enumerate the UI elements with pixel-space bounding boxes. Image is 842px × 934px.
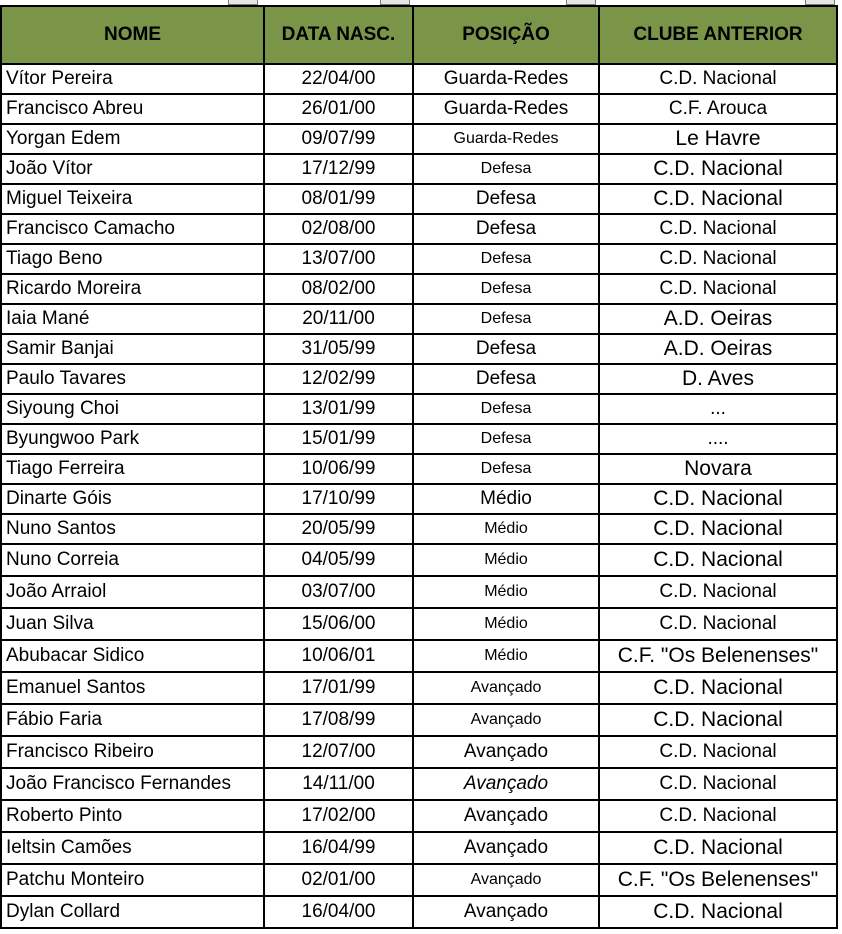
cell-nome[interactable]: Byungwoo Park (1, 424, 264, 454)
table-row (1, 304, 837, 334)
table-row (1, 704, 837, 736)
cell-posicao[interactable]: Avançado (413, 768, 599, 800)
cell-nome[interactable]: Paulo Tavares (1, 364, 264, 394)
players-table (0, 5, 838, 929)
table-row (1, 544, 837, 576)
cell-posicao[interactable]: Avançado (413, 736, 599, 768)
cell-posicao[interactable]: Avançado (413, 704, 599, 736)
cell-data-nasc[interactable]: 10/06/99 (264, 454, 413, 484)
cell-nome[interactable]: João Arraiol (1, 576, 264, 608)
header-nome[interactable]: NOME (1, 6, 264, 64)
cell-data-nasc[interactable]: 20/11/00 (264, 304, 413, 334)
cell-data-nasc[interactable]: 17/10/99 (264, 484, 413, 514)
cell-data-nasc[interactable]: 17/02/00 (264, 800, 413, 832)
header-data-nasc[interactable]: DATA NASC. (264, 6, 413, 64)
cell-clube-anterior[interactable]: C.D. Nacional (599, 672, 837, 704)
cell-data-nasc[interactable]: 26/01/00 (264, 94, 413, 124)
cell-posicao[interactable]: Avançado (413, 896, 599, 928)
cell-clube-anterior[interactable]: Le Havre (599, 124, 837, 154)
table-row (1, 124, 837, 154)
cell-posicao[interactable]: Médio (413, 608, 599, 640)
cell-clube-anterior[interactable]: ... (599, 394, 837, 424)
cell-data-nasc[interactable]: 12/07/00 (264, 736, 413, 768)
header-row (1, 6, 837, 64)
cell-posicao[interactable]: Defesa (413, 244, 599, 274)
table-row (1, 184, 837, 214)
cell-clube-anterior[interactable]: C.D. Nacional (599, 484, 837, 514)
cell-nome[interactable]: Tiago Beno (1, 244, 264, 274)
table-row (1, 214, 837, 244)
cell-nome[interactable]: Siyoung Choi (1, 394, 264, 424)
cell-data-nasc[interactable]: 17/12/99 (264, 154, 413, 184)
cell-nome[interactable]: João Francisco Fernandes (1, 768, 264, 800)
cell-nome[interactable]: Nuno Correia (1, 544, 264, 576)
cell-nome[interactable]: Emanuel Santos (1, 672, 264, 704)
table-row (1, 154, 837, 184)
cell-clube-anterior[interactable]: C.D. Nacional (599, 244, 837, 274)
cell-posicao[interactable]: Defesa (413, 274, 599, 304)
cell-data-nasc[interactable]: 22/04/00 (264, 64, 413, 94)
cell-clube-anterior[interactable]: A.D. Oeiras (599, 304, 837, 334)
cell-clube-anterior[interactable]: C.D. Nacional (599, 800, 837, 832)
cell-data-nasc[interactable]: 12/02/99 (264, 364, 413, 394)
cell-clube-anterior[interactable]: .... (599, 424, 837, 454)
table-row (1, 896, 837, 928)
cell-nome[interactable]: Roberto Pinto (1, 800, 264, 832)
cell-clube-anterior[interactable]: C.D. Nacional (599, 64, 837, 94)
cell-data-nasc[interactable]: 16/04/00 (264, 896, 413, 928)
cell-posicao[interactable]: Defesa (413, 364, 599, 394)
cell-data-nasc[interactable]: 31/05/99 (264, 334, 413, 364)
cell-nome[interactable]: Fábio Faria (1, 704, 264, 736)
cell-posicao[interactable]: Defesa (413, 454, 599, 484)
cell-nome[interactable]: Yorgan Edem (1, 124, 264, 154)
cell-clube-anterior[interactable]: C.D. Nacional (599, 274, 837, 304)
cell-posicao[interactable]: Defesa (413, 304, 599, 334)
cell-posicao[interactable]: Guarda-Redes (413, 64, 599, 94)
cell-nome[interactable]: Ieltsin Camões (1, 832, 264, 864)
cell-nome[interactable]: Abubacar Sidico (1, 640, 264, 672)
cell-posicao[interactable]: Defesa (413, 334, 599, 364)
table-row (1, 364, 837, 394)
cell-clube-anterior[interactable]: C.D. Nacional (599, 704, 837, 736)
cell-clube-anterior[interactable]: C.D. Nacional (599, 576, 837, 608)
cell-nome[interactable]: Francisco Abreu (1, 94, 264, 124)
table-row (1, 484, 837, 514)
table-row (1, 274, 837, 304)
cell-posicao[interactable]: Defesa (413, 424, 599, 454)
cell-nome[interactable]: Patchu Monteiro (1, 864, 264, 896)
cell-posicao[interactable]: Médio (413, 544, 599, 576)
cell-clube-anterior[interactable]: C.D. Nacional (599, 214, 837, 244)
cell-posicao[interactable]: Médio (413, 484, 599, 514)
cell-data-nasc[interactable]: 10/06/01 (264, 640, 413, 672)
table-row (1, 768, 837, 800)
cell-posicao[interactable]: Médio (413, 576, 599, 608)
table-row (1, 576, 837, 608)
cell-data-nasc[interactable]: 09/07/99 (264, 124, 413, 154)
cell-posicao[interactable]: Avançado (413, 672, 599, 704)
table-row (1, 514, 837, 544)
cell-data-nasc[interactable]: 04/05/99 (264, 544, 413, 576)
table-row (1, 424, 837, 454)
cell-data-nasc[interactable]: 15/01/99 (264, 424, 413, 454)
cell-data-nasc[interactable]: 13/01/99 (264, 394, 413, 424)
table-row (1, 736, 837, 768)
header-posicao[interactable]: POSIÇÃO (413, 6, 599, 64)
cell-data-nasc[interactable]: 14/11/00 (264, 768, 413, 800)
cell-clube-anterior[interactable]: C.D. Nacional (599, 514, 837, 544)
cell-posicao[interactable]: Defesa (413, 394, 599, 424)
cell-data-nasc[interactable]: 08/02/00 (264, 274, 413, 304)
header-clube-anterior[interactable]: CLUBE ANTERIOR (599, 6, 837, 64)
cell-posicao[interactable]: Guarda-Redes (413, 124, 599, 154)
cell-clube-anterior[interactable]: Novara (599, 454, 837, 484)
cell-clube-anterior[interactable]: A.D. Oeiras (599, 334, 837, 364)
cell-clube-anterior[interactable]: C.D. Nacional (599, 608, 837, 640)
cell-clube-anterior[interactable]: C.D. Nacional (599, 768, 837, 800)
cell-posicao[interactable]: Defesa (413, 214, 599, 244)
cell-nome[interactable]: Nuno Santos (1, 514, 264, 544)
cell-clube-anterior[interactable]: D. Aves (599, 364, 837, 394)
cell-nome[interactable]: Tiago Ferreira (1, 454, 264, 484)
cell-posicao[interactable]: Avançado (413, 864, 599, 896)
table-row (1, 864, 837, 896)
cell-nome[interactable]: Iaia Mané (1, 304, 264, 334)
cell-data-nasc[interactable]: 13/07/00 (264, 244, 413, 274)
cell-posicao[interactable]: Avançado (413, 800, 599, 832)
cell-clube-anterior[interactable]: C.D. Nacional (599, 544, 837, 576)
cell-clube-anterior[interactable]: C.F. "Os Belenenses" (599, 640, 837, 672)
table-row (1, 608, 837, 640)
cell-clube-anterior[interactable]: C.D. Nacional (599, 736, 837, 768)
cell-data-nasc[interactable]: 02/01/00 (264, 864, 413, 896)
cell-nome[interactable]: Samir Banjai (1, 334, 264, 364)
cell-clube-anterior[interactable]: C.D. Nacional (599, 896, 837, 928)
cell-data-nasc[interactable]: 17/01/99 (264, 672, 413, 704)
table-row (1, 94, 837, 124)
table-row (1, 800, 837, 832)
cell-posicao[interactable]: Médio (413, 640, 599, 672)
cell-data-nasc[interactable]: 16/04/99 (264, 832, 413, 864)
cell-clube-anterior[interactable]: C.D. Nacional (599, 154, 837, 184)
cell-nome[interactable]: Francisco Camacho (1, 214, 264, 244)
cell-nome[interactable]: Dylan Collard (1, 896, 264, 928)
cell-nome[interactable]: Vítor Pereira (1, 64, 264, 94)
cell-clube-anterior[interactable]: C.D. Nacional (599, 832, 837, 864)
table-row (1, 640, 837, 672)
cell-posicao[interactable]: Defesa (413, 184, 599, 214)
cell-data-nasc[interactable]: 02/08/00 (264, 214, 413, 244)
cell-nome[interactable]: Juan Silva (1, 608, 264, 640)
cell-posicao[interactable]: Defesa (413, 154, 599, 184)
cell-clube-anterior[interactable]: C.F. "Os Belenenses" (599, 864, 837, 896)
cell-data-nasc[interactable]: 08/01/99 (264, 184, 413, 214)
table-row (1, 334, 837, 364)
cell-posicao[interactable]: Médio (413, 514, 599, 544)
cell-data-nasc[interactable]: 17/08/99 (264, 704, 413, 736)
table-row (1, 394, 837, 424)
cell-nome[interactable]: Francisco Ribeiro (1, 736, 264, 768)
cell-data-nasc[interactable]: 20/05/99 (264, 514, 413, 544)
cell-nome[interactable]: Miguel Teixeira (1, 184, 264, 214)
cell-nome[interactable]: João Vítor (1, 154, 264, 184)
cell-data-nasc[interactable]: 15/06/00 (264, 608, 413, 640)
table-row (1, 64, 837, 94)
cell-clube-anterior[interactable]: C.F. Arouca (599, 94, 837, 124)
table-row (1, 672, 837, 704)
cell-nome[interactable]: Ricardo Moreira (1, 274, 264, 304)
table-body (1, 64, 837, 928)
table-row (1, 832, 837, 864)
table-row (1, 244, 837, 274)
cell-posicao[interactable]: Guarda-Redes (413, 94, 599, 124)
cell-data-nasc[interactable]: 03/07/00 (264, 576, 413, 608)
cell-clube-anterior[interactable]: C.D. Nacional (599, 184, 837, 214)
cell-posicao[interactable]: Avançado (413, 832, 599, 864)
cell-nome[interactable]: Dinarte Góis (1, 484, 264, 514)
table-row (1, 454, 837, 484)
